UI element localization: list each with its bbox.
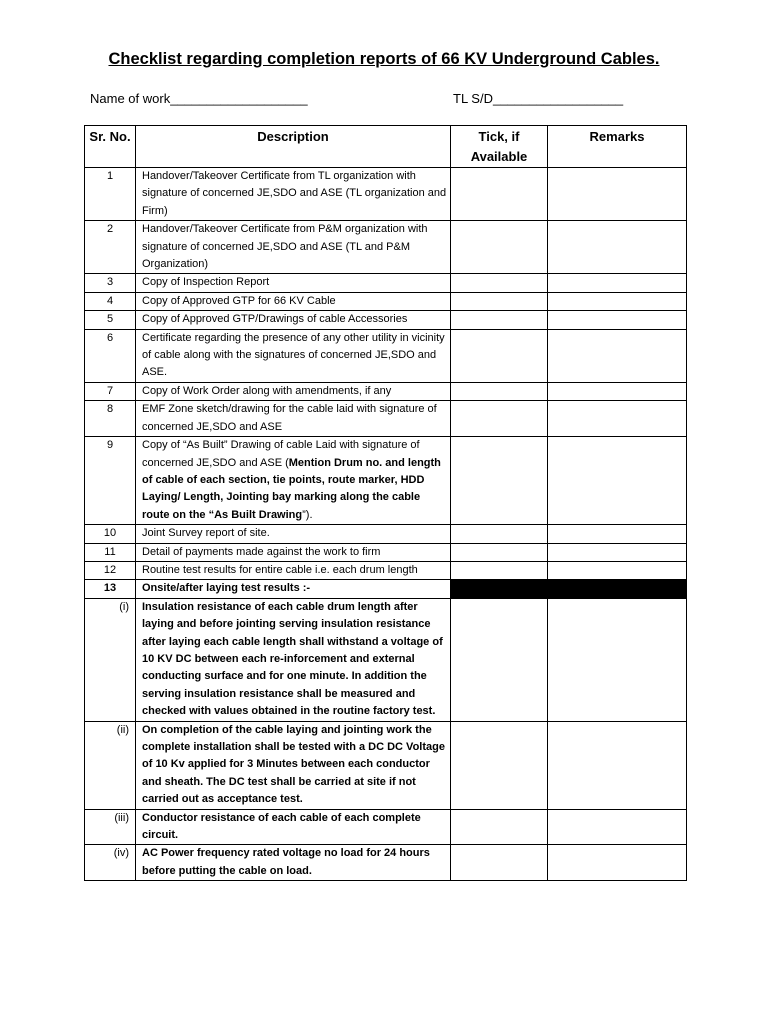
header-sr-no: Sr. No. bbox=[85, 126, 136, 168]
sr-cell: (i) bbox=[85, 598, 136, 721]
table-row bbox=[85, 168, 687, 221]
section-header-row bbox=[85, 580, 687, 598]
table-row bbox=[85, 401, 687, 437]
tick-cell[interactable] bbox=[451, 292, 548, 310]
remarks-cell[interactable] bbox=[548, 401, 687, 437]
table-row bbox=[85, 525, 687, 543]
description-cell: Insulation resistance of each cable drum length after laying and before jointing serving insulation resistance after laying each cable length shall withstand a voltage of 10 KV DC between each re-inforcement and external conducting surface and for one minute. In addition the serving insulation resistance shall be measured and checked with values obtained in the routine factory test. bbox=[136, 598, 451, 721]
page-title: Checklist regarding completion reports of 66 KV Underground Cables. bbox=[108, 50, 660, 68]
remarks-cell[interactable] bbox=[548, 543, 687, 561]
description-cell: Copy of Approved GTP for 66 KV Cable bbox=[136, 292, 451, 310]
table-row bbox=[85, 543, 687, 561]
remarks-cell[interactable] bbox=[548, 598, 687, 721]
remarks-cell[interactable] bbox=[548, 721, 687, 809]
description-cell: Copy of Inspection Report bbox=[136, 274, 451, 292]
table-row bbox=[85, 329, 687, 382]
tick-cell[interactable] bbox=[451, 543, 548, 561]
sr-cell: 12 bbox=[85, 561, 136, 579]
remarks-cell[interactable] bbox=[548, 311, 687, 329]
remarks-cell[interactable] bbox=[548, 221, 687, 274]
table-row bbox=[85, 721, 687, 809]
remarks-cell[interactable] bbox=[548, 292, 687, 310]
table-row bbox=[85, 292, 687, 310]
table-row bbox=[85, 845, 687, 881]
remarks-cell[interactable] bbox=[548, 274, 687, 292]
tick-cell[interactable] bbox=[451, 598, 548, 721]
sr-cell: (iv) bbox=[85, 845, 136, 881]
description-cell: Detail of payments made against the work to firm bbox=[136, 543, 451, 561]
header-tick: Tick, if Available bbox=[451, 126, 548, 168]
description-cell: AC Power frequency rated voltage no load for 24 hours before putting the cable on load. bbox=[136, 845, 451, 881]
table-row bbox=[85, 274, 687, 292]
sr-cell: 1 bbox=[85, 168, 136, 221]
tick-cell[interactable] bbox=[451, 221, 548, 274]
description-cell: Handover/Takeover Certificate from TL organization with signature of concerned JE,SDO and ASE (TL organization and Firm) bbox=[136, 168, 451, 221]
description-cell: Handover/Takeover Certificate from P&M organization with signature of concerned JE,SDO and ASE (TL and P&M Organization) bbox=[136, 221, 451, 274]
name-of-work-field: Name of work___________________ bbox=[90, 91, 308, 106]
sr-cell: 8 bbox=[85, 401, 136, 437]
table-row bbox=[85, 221, 687, 274]
tick-cell[interactable] bbox=[451, 168, 548, 221]
tl-sd-field: TL S/D__________________ bbox=[453, 91, 624, 106]
table-row bbox=[85, 561, 687, 579]
remarks-cell[interactable] bbox=[548, 437, 687, 525]
table-row bbox=[85, 382, 687, 400]
sr-cell: (iii) bbox=[85, 809, 136, 845]
description-cell: Joint Survey report of site. bbox=[136, 525, 451, 543]
description-cell: Routine test results for entire cable i.e. each drum length bbox=[136, 561, 451, 579]
tick-cell[interactable] bbox=[451, 437, 548, 525]
description-cell: Copy of Approved GTP/Drawings of cable Accessories bbox=[136, 311, 451, 329]
remarks-cell[interactable] bbox=[548, 525, 687, 543]
description-cell: Conductor resistance of each cable of each complete circuit. bbox=[136, 809, 451, 845]
sr-cell: (ii) bbox=[85, 721, 136, 809]
tick-cell[interactable] bbox=[451, 311, 548, 329]
checklist-table bbox=[84, 125, 687, 881]
tick-cell[interactable] bbox=[451, 809, 548, 845]
table-row bbox=[85, 437, 687, 525]
remarks-cell[interactable] bbox=[548, 561, 687, 579]
sr-cell: 10 bbox=[85, 525, 136, 543]
header-row bbox=[85, 126, 687, 168]
header-remarks: Remarks bbox=[548, 126, 687, 168]
tick-cell[interactable] bbox=[451, 401, 548, 437]
sr-cell: 13 bbox=[85, 580, 136, 598]
table-row bbox=[85, 311, 687, 329]
description-text: ”). bbox=[302, 508, 313, 521]
description-cell bbox=[136, 437, 451, 525]
header-description: Description bbox=[136, 126, 451, 168]
description-cell: Onsite/after laying test results :- bbox=[136, 580, 451, 598]
description-cell: Certificate regarding the presence of any other utility in vicinity of cable along with the signatures of concerned JE,SDO and ASE. bbox=[136, 329, 451, 382]
sr-cell: 9 bbox=[85, 437, 136, 525]
remarks-cell[interactable] bbox=[548, 382, 687, 400]
sr-cell: 11 bbox=[85, 543, 136, 561]
remarks-cell[interactable] bbox=[548, 168, 687, 221]
tick-cell[interactable] bbox=[451, 525, 548, 543]
sr-cell: 3 bbox=[85, 274, 136, 292]
sr-cell: 2 bbox=[85, 221, 136, 274]
description-text: Copy of “As Built” Drawing of cable Laid with signature of concerned JE,SDO and ASE ( bbox=[142, 439, 420, 469]
tick-cell[interactable] bbox=[451, 561, 548, 579]
table-row bbox=[85, 809, 687, 845]
description-cell: On completion of the cable laying and jointing work the complete installation shall be tested with a DC DC Voltage of 10 Kv applied for 3 Minutes between each conductor and sheath. The DC test shall be carried at site if not carried out as acceptance test. bbox=[136, 721, 451, 809]
sr-cell: 6 bbox=[85, 329, 136, 382]
table-row bbox=[85, 598, 687, 721]
sr-cell: 4 bbox=[85, 292, 136, 310]
remarks-cell[interactable] bbox=[548, 809, 687, 845]
blacked-out-cell bbox=[451, 580, 548, 598]
tick-cell[interactable] bbox=[451, 329, 548, 382]
blacked-out-cell bbox=[548, 580, 687, 598]
remarks-cell[interactable] bbox=[548, 329, 687, 382]
tick-cell[interactable] bbox=[451, 721, 548, 809]
sr-cell: 5 bbox=[85, 311, 136, 329]
description-bold-text: Mention Drum no. and length of cable of each section, tie points, route marker, HDD Laying/ Length, Jointing bay marking along the cable route on the “As Built Drawing bbox=[142, 456, 441, 521]
description-cell: EMF Zone sketch/drawing for the cable laid with signature of concerned JE,SDO and ASE bbox=[136, 401, 451, 437]
tick-cell[interactable] bbox=[451, 845, 548, 881]
sr-cell: 7 bbox=[85, 382, 136, 400]
tick-cell[interactable] bbox=[451, 274, 548, 292]
description-cell: Copy of Work Order along with amendments, if any bbox=[136, 382, 451, 400]
remarks-cell[interactable] bbox=[548, 845, 687, 881]
tick-cell[interactable] bbox=[451, 382, 548, 400]
